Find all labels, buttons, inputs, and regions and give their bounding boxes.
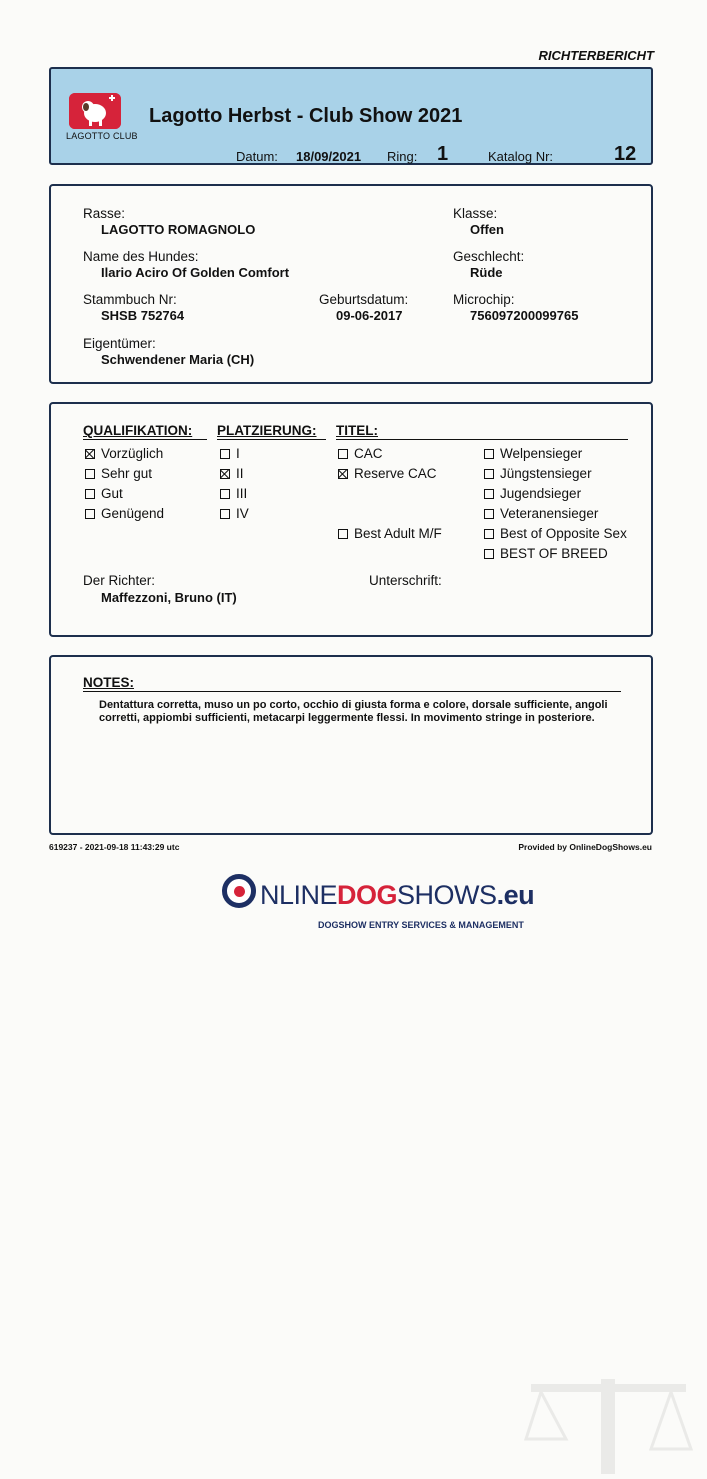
placement-underline — [217, 439, 326, 440]
owner-label: Eigentümer: — [83, 336, 156, 351]
checkbox-label: I — [236, 446, 240, 461]
checkbox-reserve-cac[interactable] — [338, 466, 437, 481]
empty-box-icon — [484, 529, 494, 539]
checkbox-jugendsieger[interactable] — [484, 486, 581, 501]
date-value: 18/09/2021 — [296, 149, 362, 164]
signature-label: Unterschrift: — [369, 573, 442, 588]
ring-label: Ring: — [387, 149, 418, 164]
judge-value: Maffezzoni, Bruno (IT) — [101, 590, 237, 605]
checked-box-icon — [85, 449, 95, 459]
catalog-value: 12 — [614, 143, 637, 165]
empty-box-icon — [338, 529, 348, 539]
birthdate-label: Geburtsdatum: — [319, 292, 409, 307]
checked-box-icon — [338, 469, 348, 479]
logo-wordmark-dog: DOG — [337, 880, 398, 910]
checkbox-label: CAC — [354, 446, 383, 461]
qualification-header: QUALIFIKATION: — [83, 423, 193, 438]
dog-info-box — [49, 184, 653, 384]
microchip-label: Microchip: — [453, 292, 515, 307]
checkbox-label: BEST OF BREED — [500, 546, 608, 561]
checkbox-label: Jugendsieger — [500, 486, 582, 501]
birthdate-value: 09-06-2017 — [336, 308, 403, 323]
results-box — [49, 402, 653, 637]
checkbox-best-adult[interactable] — [338, 526, 442, 541]
logo-wordmark-nline: NLINE — [260, 880, 338, 910]
notes-box — [49, 655, 653, 835]
footer-provider: Provided by OnlineDogShows.eu — [518, 842, 652, 852]
logo-wordmark — [260, 880, 534, 911]
checkbox-label: Welpensieger — [500, 446, 583, 461]
checkbox-sehr-gut[interactable] — [85, 466, 152, 481]
sex-value: Rüde — [470, 265, 503, 280]
notes-underline — [83, 691, 621, 692]
club-logo — [66, 93, 136, 143]
logo-wordmark-eu: .eu — [496, 880, 535, 910]
footer-id-timestamp: 619237 - 2021-09-18 11:43:29 utc — [49, 842, 180, 852]
checkbox-veteranensieger[interactable] — [484, 506, 598, 521]
title-header: TITEL: — [336, 423, 378, 438]
studbook-value: SHSB 752764 — [101, 308, 185, 323]
empty-box-icon — [484, 489, 494, 499]
dog-name-value: Ilario Aciro Of Golden Comfort — [101, 265, 290, 280]
paw-circle-icon — [222, 874, 256, 908]
checkbox-place-1[interactable] — [220, 446, 240, 461]
empty-box-icon — [484, 469, 494, 479]
placement-header: PLATZIERUNG: — [217, 423, 317, 438]
checkbox-jungstensieger[interactable] — [484, 466, 592, 481]
checkbox-label: Genügend — [101, 506, 165, 521]
logo-caption: LAGOTTO CLUB — [66, 131, 138, 141]
show-header — [49, 67, 653, 165]
scale-watermark-icon — [521, 1369, 696, 1479]
empty-box-icon — [484, 549, 494, 559]
checkbox-label: Jüngstensieger — [500, 466, 592, 481]
title-underline — [336, 439, 628, 440]
dog-logo-icon — [69, 93, 121, 129]
checkbox-label: Best of Opposite Sex — [500, 526, 627, 541]
paw-icon — [234, 886, 245, 897]
show-title: Lagotto Herbst - Club Show 2021 — [149, 105, 463, 127]
notes-text: Dentattura corretta, muso un po corto, occhio di giusta forma e colore, dorsale sufficiente, angoli corretti, appiombi sufficienti, metacarpi leggermente flessi. In movimento stringe in posteriore. — [99, 699, 608, 724]
checkbox-label: Sehr gut — [101, 466, 153, 481]
checkbox-label: Best Adult M/F — [354, 526, 442, 541]
logo-wordmark-shows: SHOWS — [397, 880, 497, 910]
class-label: Klasse: — [453, 206, 498, 221]
checked-box-icon — [220, 469, 230, 479]
breed-label: Rasse: — [83, 206, 126, 221]
checkbox-label: III — [236, 486, 248, 501]
catalog-label: Katalog Nr: — [488, 149, 554, 164]
qualification-underline — [83, 439, 207, 440]
breed-value: LAGOTTO ROMAGNOLO — [101, 222, 256, 237]
sex-label: Geschlecht: — [453, 249, 525, 264]
dog-name-label: Name des Hundes: — [83, 249, 199, 264]
checkbox-place-3[interactable] — [220, 486, 247, 501]
microchip-value: 756097200099765 — [470, 308, 579, 323]
checkbox-label: Gut — [101, 486, 123, 501]
empty-box-icon — [85, 509, 95, 519]
checkbox-label: IV — [236, 506, 249, 521]
logo-subtitle: DOGSHOW ENTRY SERVICES & MANAGEMENT — [318, 920, 524, 930]
checkbox-best-opposite-sex[interactable] — [484, 526, 627, 541]
onlinedogshows-logo — [218, 868, 535, 938]
empty-box-icon — [484, 449, 494, 459]
checkbox-welpensieger[interactable] — [484, 446, 582, 461]
checkbox-place-2[interactable] — [220, 466, 244, 481]
empty-box-icon — [85, 469, 95, 479]
ring-value: 1 — [437, 143, 449, 165]
checkbox-cac[interactable] — [338, 446, 383, 461]
empty-box-icon — [220, 489, 230, 499]
empty-box-icon — [338, 449, 348, 459]
checkbox-gut[interactable] — [85, 486, 123, 501]
checkbox-label: Vorzüglich — [101, 446, 164, 461]
empty-box-icon — [220, 509, 230, 519]
report-label: RICHTERBERICHT — [538, 48, 654, 63]
judge-label: Der Richter: — [83, 573, 156, 588]
checkbox-genugend[interactable] — [85, 506, 164, 521]
owner-value: Schwendener Maria (CH) — [101, 352, 255, 367]
checkbox-vorzuglich[interactable] — [85, 446, 163, 461]
studbook-label: Stammbuch Nr: — [83, 292, 177, 307]
date-label: Datum: — [236, 149, 278, 164]
checkbox-best-of-breed[interactable] — [484, 546, 608, 561]
empty-box-icon — [85, 489, 95, 499]
notes-header: NOTES: — [83, 675, 135, 690]
empty-box-icon — [484, 509, 494, 519]
empty-box-icon — [220, 449, 230, 459]
checkbox-label: II — [236, 466, 244, 481]
checkbox-label: Reserve CAC — [354, 466, 437, 481]
class-value: Offen — [470, 222, 504, 237]
checkbox-place-4[interactable] — [220, 506, 249, 521]
checkbox-label: Veteranensieger — [500, 506, 599, 521]
